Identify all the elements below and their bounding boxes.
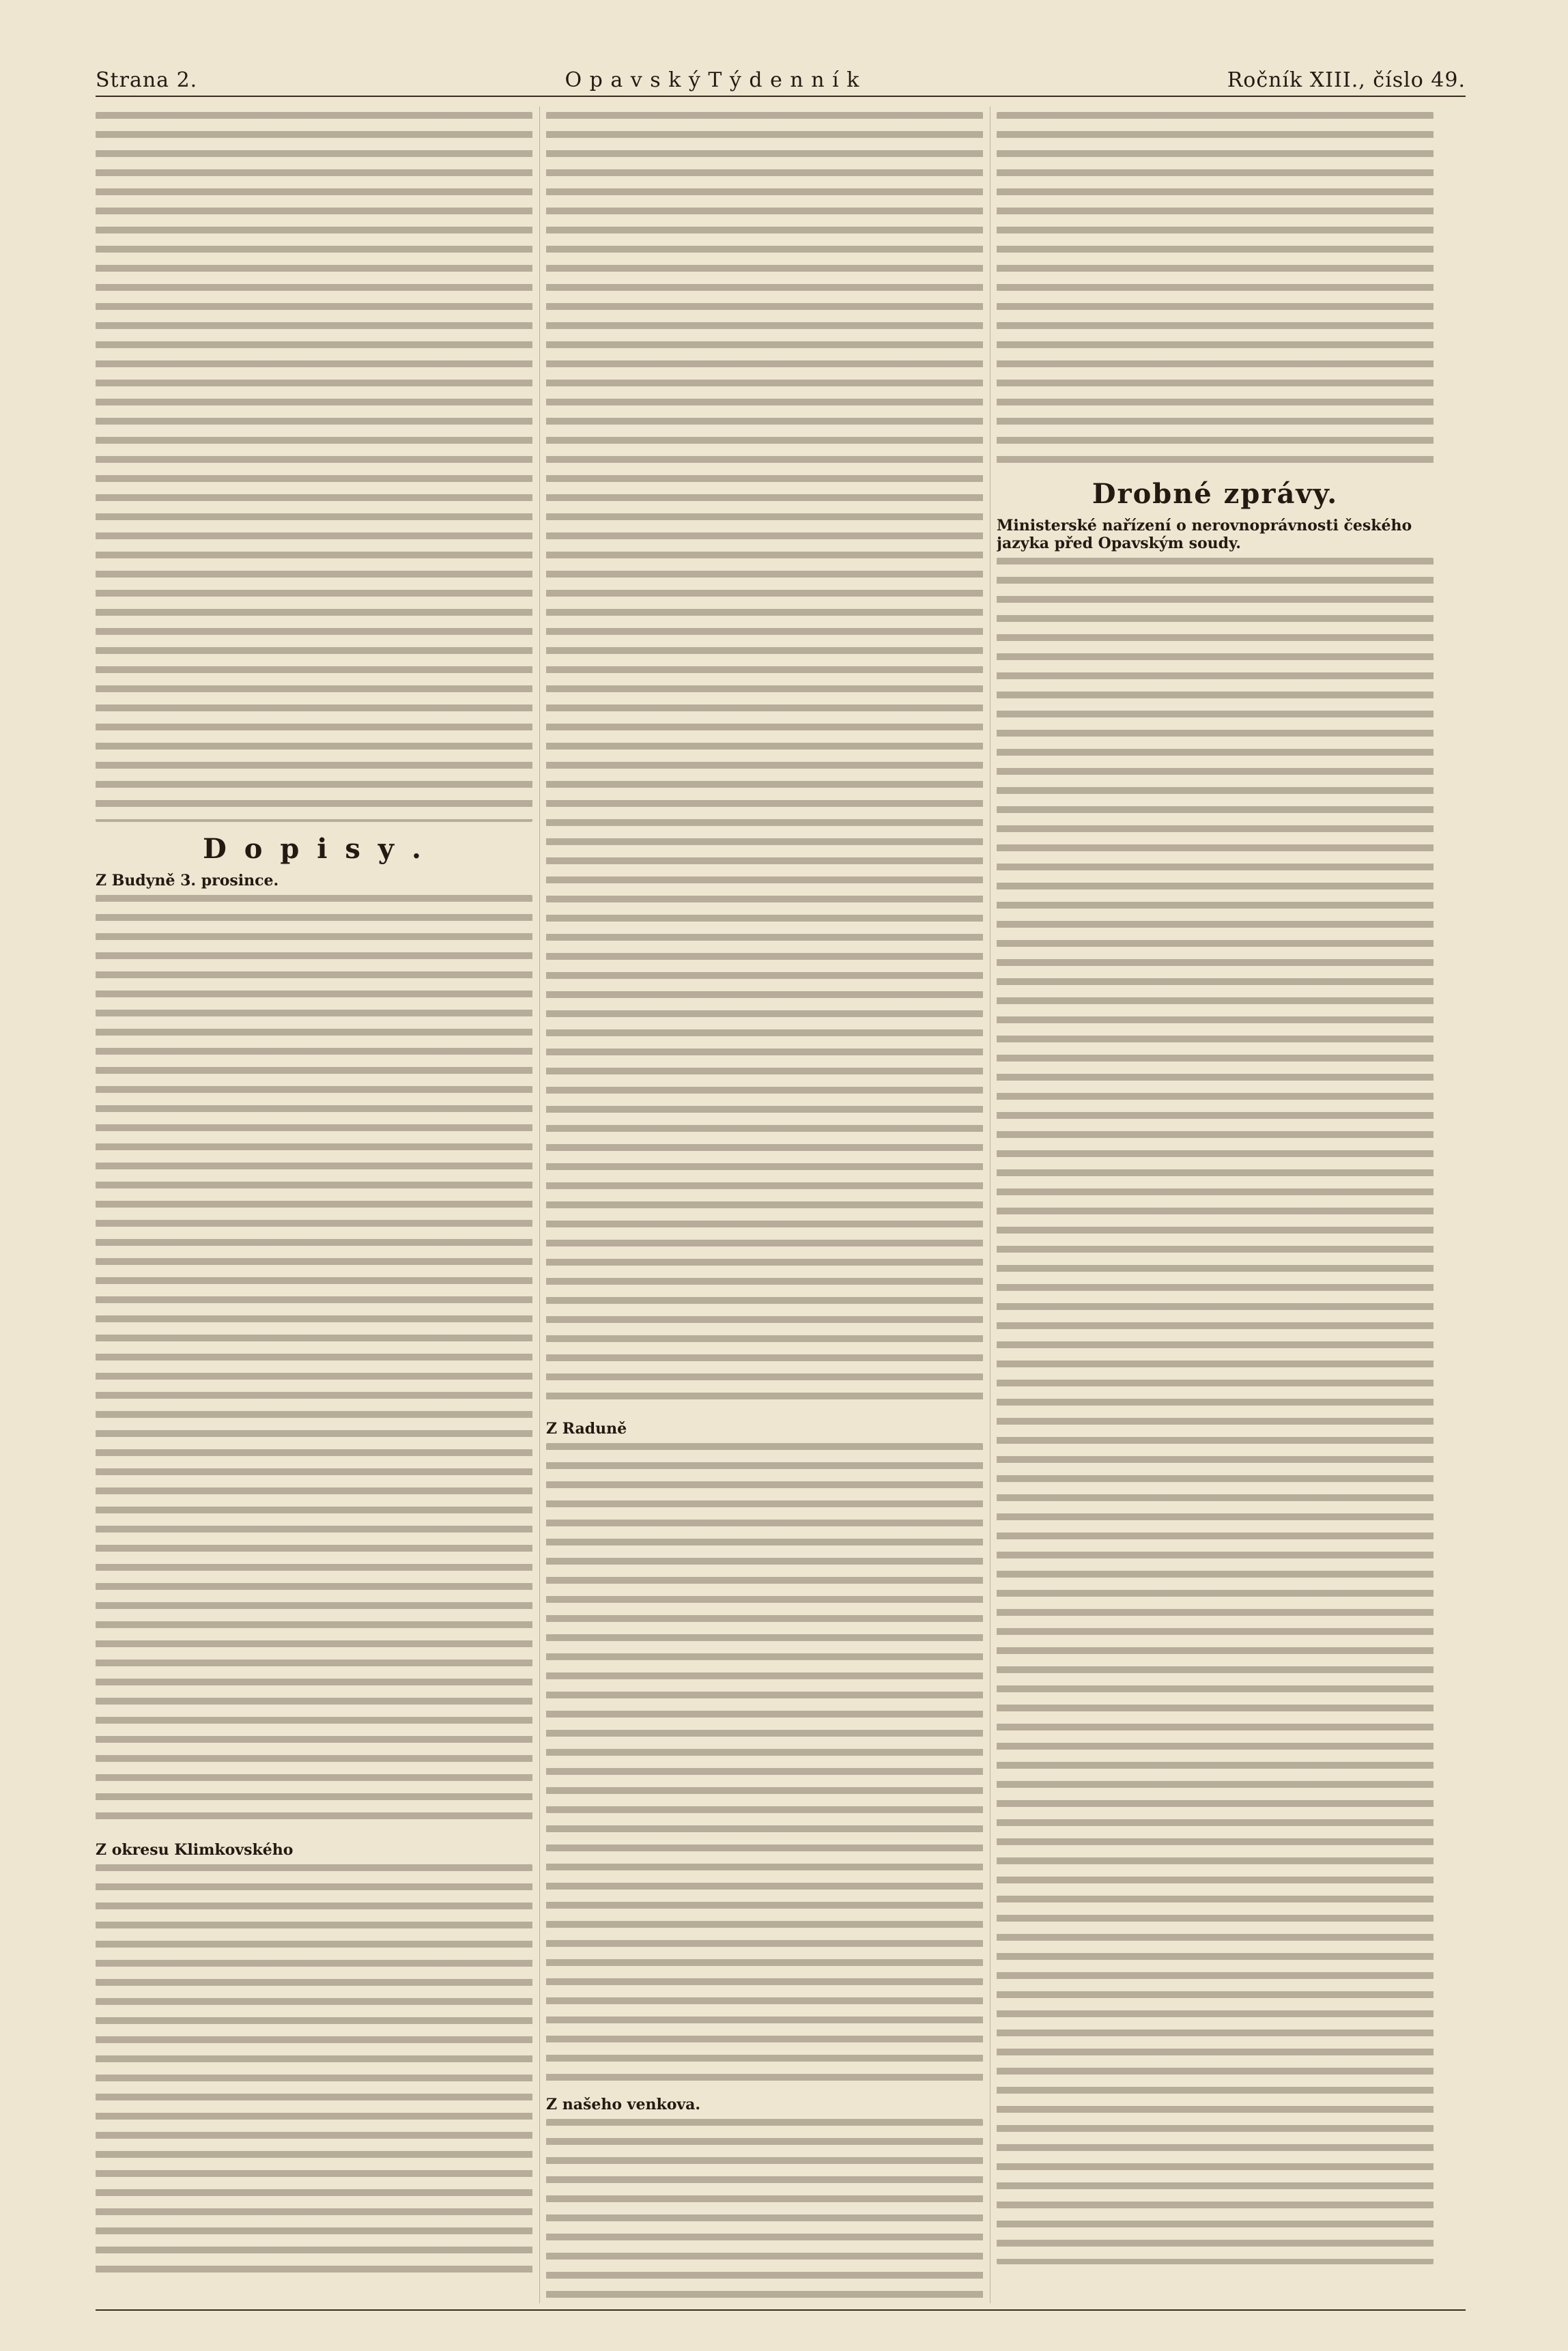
article-text-block <box>546 112 983 1409</box>
article-text-block <box>96 112 532 822</box>
article-text-block <box>96 895 532 1830</box>
header-rule <box>96 96 1466 97</box>
article-text-block <box>997 112 1434 467</box>
section-title-dopisy: D o p i s y . <box>203 833 425 865</box>
column-1 <box>96 106 532 2303</box>
article-lead-drobne: Ministerské nařízení o nerovnoprávnosti českého jazyka před Opavským soudy. <box>997 517 1412 552</box>
article-lead-z-okresu: Z okresu Klimkovského <box>96 1841 294 1859</box>
footer-rule <box>96 2309 1466 2311</box>
article-text-block <box>96 1864 532 2281</box>
article-lead-z-budyne: Z Budyně 3. prosince. <box>96 872 279 889</box>
newspaper-title: O p a v s k ý T ý d e n n í k <box>565 68 860 92</box>
article-text-block <box>997 558 1434 2264</box>
article-lead-z-radune: Z Raduně <box>546 1420 627 1438</box>
page-number: Strana 2. <box>96 68 198 92</box>
article-text-block <box>546 2119 983 2303</box>
column-3 <box>997 106 1434 2303</box>
issue-number: Ročník XIII., číslo 49. <box>1227 68 1466 92</box>
column-divider <box>539 106 540 2303</box>
section-title-drobne-zpravy: Drobné zprávy. <box>1092 478 1339 510</box>
article-text-block <box>546 1443 983 2085</box>
column-2 <box>546 106 983 2303</box>
article-lead-z-venkova: Z našeho venkova. <box>546 2096 701 2113</box>
page-header <box>96 63 1466 97</box>
